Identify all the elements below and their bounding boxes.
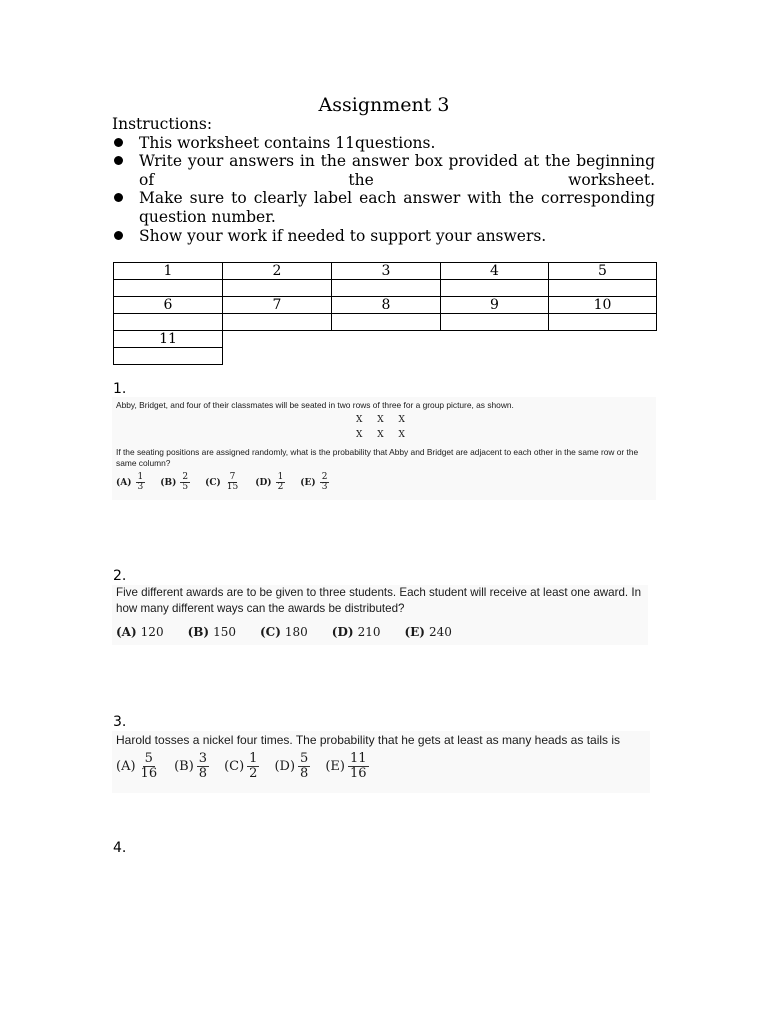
answer-number: 10	[549, 297, 657, 314]
question-text: Harold tosses a nickel four times. The probability that he gets at least as many heads as tails is	[116, 733, 621, 747]
answer-cell[interactable]	[332, 280, 441, 297]
answer-number: 5	[549, 263, 657, 280]
answer-choices	[116, 752, 384, 780]
answer-number: 6	[114, 297, 223, 314]
answer-number: 11	[114, 331, 223, 348]
question-1-image	[112, 397, 656, 500]
instruction-item: Show your work if needed to support your answers.	[112, 227, 655, 246]
choice: (E) $\frac{2}{3}$	[300, 472, 328, 493]
answer-row	[114, 314, 657, 331]
answer-row	[114, 280, 657, 297]
answer-choices	[116, 625, 476, 639]
choice: (C) $\frac{7}{15}$	[205, 472, 239, 493]
answer-number: 7	[223, 297, 332, 314]
answer-number: 2	[223, 263, 332, 280]
answer-header-row	[114, 331, 223, 348]
question-number: 4.	[113, 840, 127, 856]
choice: (B) $\frac{3}{8}$	[174, 751, 208, 781]
choice: (E) $\frac{11}{16}$	[325, 751, 367, 781]
answer-table-extra	[113, 330, 223, 365]
instruction-item: Make sure to clearly label each answer with the corresponding question number.	[112, 189, 655, 226]
choice: (A) 120	[116, 625, 164, 639]
answer-cell[interactable]	[441, 280, 549, 297]
seating-row: X X X	[356, 415, 405, 425]
answer-row	[114, 348, 223, 365]
choice: (B) 150	[187, 625, 236, 639]
answer-table	[113, 262, 657, 331]
question-text: Abby, Bridget, and four of their classmates will be seated in two rows of three for a group picture, as shown.	[116, 400, 514, 410]
answer-header-row	[114, 297, 657, 314]
answer-header-row	[114, 263, 657, 280]
answer-cell[interactable]	[223, 314, 332, 331]
question-number: 2.	[113, 568, 127, 584]
choice: (D) $\frac{5}{8}$	[274, 751, 309, 781]
answer-choices	[116, 473, 344, 493]
instruction-item: This worksheet contains 11questions.	[112, 134, 655, 153]
choice: (C) $\frac{1}{2}$	[224, 751, 258, 781]
answer-cell[interactable]	[114, 314, 223, 331]
choice: (D) 210	[331, 625, 381, 639]
question-text: Five different awards are to be given to three students. Each student will receive at least one award. In how many different ways can the awards be distributed?	[116, 586, 642, 615]
answer-cell[interactable]	[114, 348, 223, 365]
bullet-icon	[114, 231, 123, 240]
choice: (C) 180	[259, 625, 308, 639]
answer-number: 4	[441, 263, 549, 280]
question-number: 1.	[113, 381, 127, 397]
bullet-icon	[114, 156, 123, 165]
answer-number: 1	[114, 263, 223, 280]
choice: (A) $\frac{5}{16}$	[116, 751, 158, 781]
choice: (E) 240	[404, 625, 452, 639]
answer-number: 9	[441, 297, 549, 314]
choice: (A) $\frac{1}{3}$	[116, 472, 144, 493]
instructions	[112, 115, 655, 245]
bullet-icon	[114, 193, 123, 202]
instructions-list	[112, 134, 655, 246]
answer-cell[interactable]	[223, 280, 332, 297]
answer-number: 3	[332, 263, 441, 280]
question-2-image	[112, 585, 648, 645]
page-title: Assignment 3	[318, 94, 450, 116]
answer-cell[interactable]	[549, 280, 657, 297]
seating-row: X X X	[356, 430, 405, 440]
answer-cell[interactable]	[441, 314, 549, 331]
question-3-image	[112, 731, 650, 793]
instructions-heading: Instructions:	[112, 115, 213, 133]
answer-cell[interactable]	[332, 314, 441, 331]
choice: (D) $\frac{1}{2}$	[255, 472, 284, 493]
answer-cell[interactable]	[549, 314, 657, 331]
question-text: If the seating positions are assigned randomly, what is the probability that Abby and Bridget are adjacent to each other in the same row or the same column?	[116, 447, 639, 468]
bullet-icon	[114, 138, 123, 147]
instruction-item: Write your answers in the answer box provided at the beginning of the worksheet.	[112, 152, 655, 189]
answer-cell[interactable]	[114, 280, 223, 297]
choice: (B) $\frac{2}{5}$	[160, 472, 189, 493]
question-number: 3.	[113, 714, 127, 730]
answer-number: 8	[332, 297, 441, 314]
